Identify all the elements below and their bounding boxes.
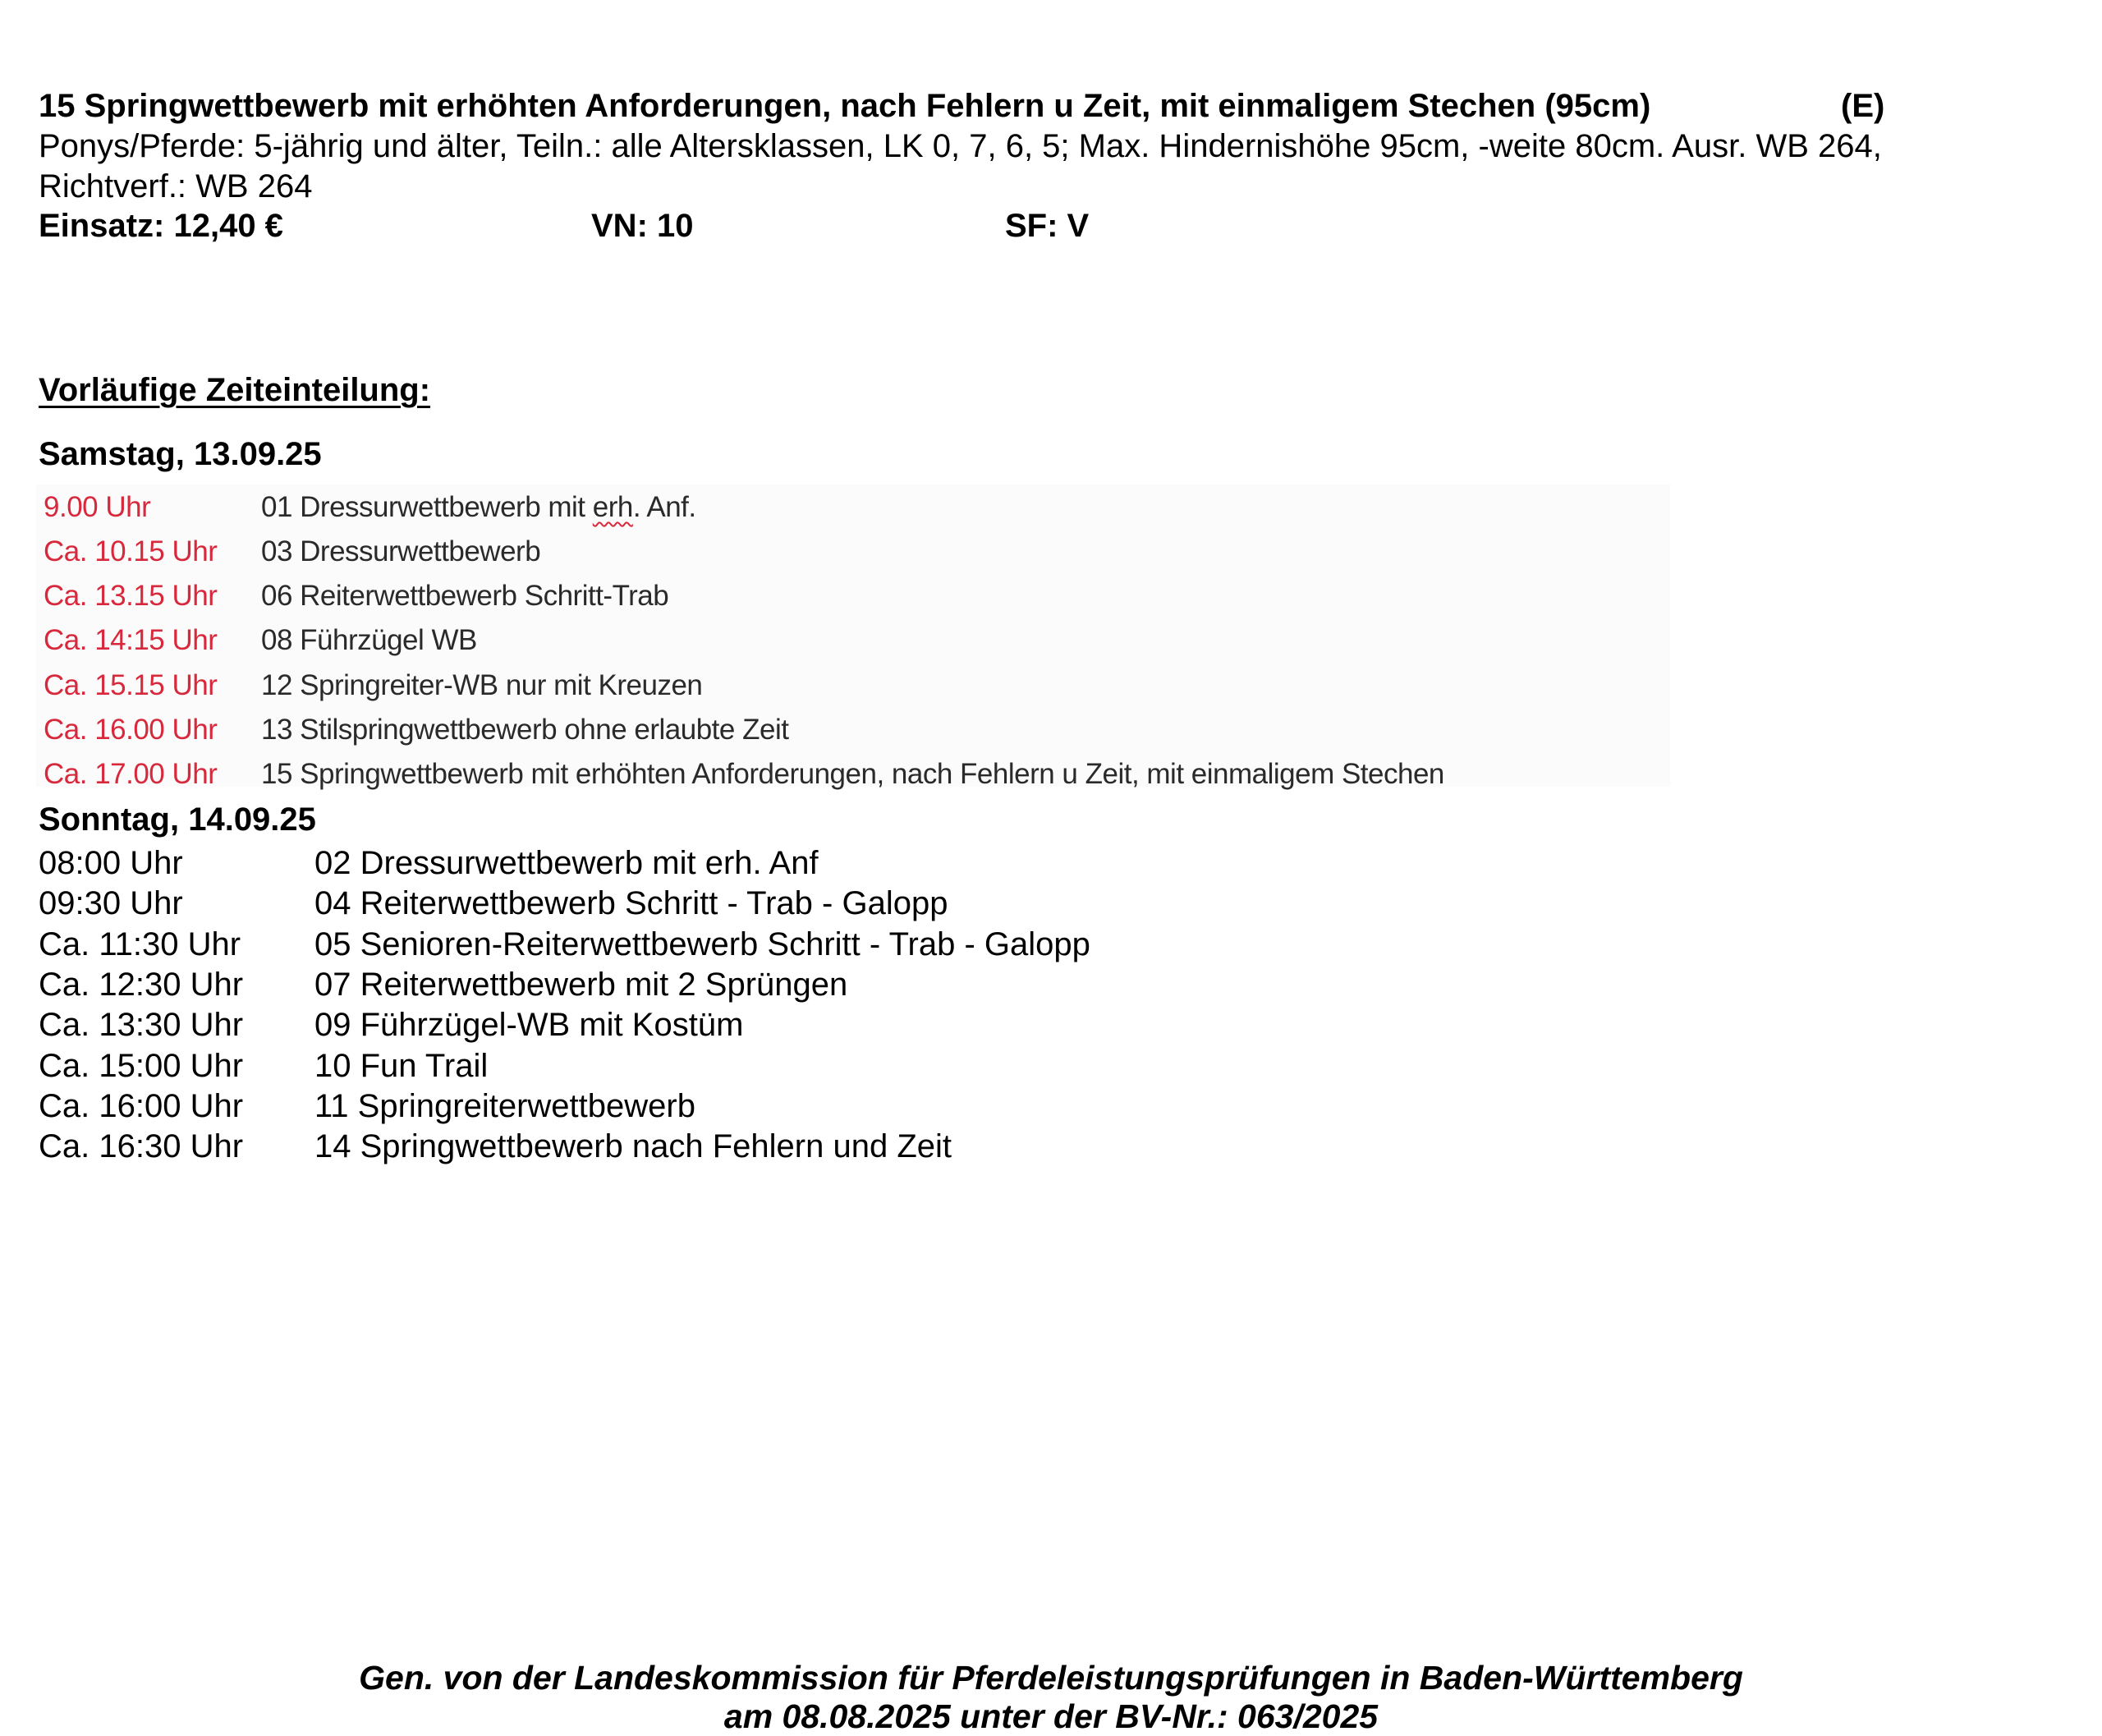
entry-fee: Einsatz: 12,40 € [39,208,283,244]
schedule-event [261,491,696,524]
approval-note-line1: Gen. von der Landeskommission für Pferdeleistungsprüfungen in Baden-Württemberg [359,1659,1743,1697]
schedule-event: 05 Senioren-Reiterwettbewerb Schritt - Trab - Galopp [314,925,1090,962]
schedule-time: Ca. 16.00 Uhr [44,714,218,746]
schedule-row [36,707,1670,751]
schedule-time: Ca. 16:00 Uhr [39,1087,244,1124]
schedule-row [36,573,1670,618]
schedule-row [36,663,1670,707]
saturday-schedule-image [36,485,1670,790]
schedule-event: 04 Reiterwettbewerb Schritt - Trab - Galopp [314,885,948,922]
event-text: 15 Springwettbewerb mit erhöhten Anforderungen, nach Fehlern u Zeit, mit einmaligem Stechen [261,758,1444,790]
competition-description-line2: Richtverf.: WB 264 [39,168,313,204]
schedule-time: Ca. 16:30 Uhr [39,1128,244,1165]
schedule-event: 07 Reiterwettbewerb mit 2 Sprüngen [314,966,848,1003]
schedule-event: 11 Springreiterwettbewerb [314,1087,695,1124]
schedule-time: 09:30 Uhr [39,885,183,922]
schedule-time: Ca. 17.00 Uhr [44,758,218,790]
spellcheck-flagged-word: erh [592,491,633,523]
vn-value: VN: 10 [591,208,694,244]
schedule-row [36,485,1670,529]
schedule-time: Ca. 13:30 Uhr [39,1007,244,1044]
schedule-event: 02 Dressurwettbewerb mit erh. Anf [314,845,819,881]
schedule-time: Ca. 15:00 Uhr [39,1047,244,1084]
schedule-event: 10 Fun Trail [314,1047,489,1084]
competition-description-line1: Ponys/Pferde: 5-jährig und älter, Teiln.: alle Altersklassen, LK 0, 7, 6, 5; Max. Hindernishöhe 95cm, -weite 80cm. Ausr. WB 264, [39,128,1882,164]
schedule-event [261,758,1444,791]
schedule-row [36,618,1670,662]
event-text: 01 Dressurwettbewerb mit [261,491,593,523]
schedule-event [261,535,540,568]
event-text-suffix: . Anf. [632,491,696,523]
event-text: 12 Springreiter-WB nur mit Kreuzen [261,669,703,701]
schedule-time: Ca. 12:30 Uhr [39,966,244,1003]
event-text: 13 Stilspringwettbewerb ohne erlaubte Zeit [261,714,789,746]
schedule-time: 08:00 Uhr [39,845,183,881]
schedule-time: Ca. 11:30 Uhr [39,925,241,962]
saturday-label: Samstag, 13.09.25 [39,436,322,472]
schedule-event [261,714,788,746]
schedule-event: 09 Führzügel-WB mit Kostüm [314,1007,744,1044]
schedule-time: Ca. 13.15 Uhr [44,580,218,612]
schedule-event: 14 Springwettbewerb nach Fehlern und Zeit [314,1128,952,1165]
schedule-time: Ca. 15.15 Uhr [44,669,218,701]
schedule-time: 9.00 Uhr [44,491,151,523]
schedule-event [261,669,702,702]
schedule-event [261,624,477,657]
event-text: 08 Führzügel WB [261,624,477,656]
schedule-heading: Vorläufige Zeiteinteilung: [39,372,431,408]
approval-note-line2: am 08.08.2025 unter der BV-Nr.: 063/2025 [723,1697,1379,1735]
schedule-event [261,580,668,613]
schedule-row [36,529,1670,573]
event-text: 06 Reiterwettbewerb Schritt-Trab [261,580,669,612]
sunday-label: Sonntag, 14.09.25 [39,801,316,838]
schedule-time: Ca. 10.15 Uhr [44,535,218,567]
schedule-row [36,751,1670,796]
sf-value: SF: V [1005,208,1090,244]
competition-title: 15 Springwettbewerb mit erhöhten Anforderungen, nach Fehlern u Zeit, mit einmaligem Stechen (95cm) [39,88,1651,124]
event-text: 03 Dressurwettbewerb [261,535,541,567]
schedule-time: Ca. 14:15 Uhr [44,624,218,656]
competition-class-tag: (E) [1841,88,1885,124]
